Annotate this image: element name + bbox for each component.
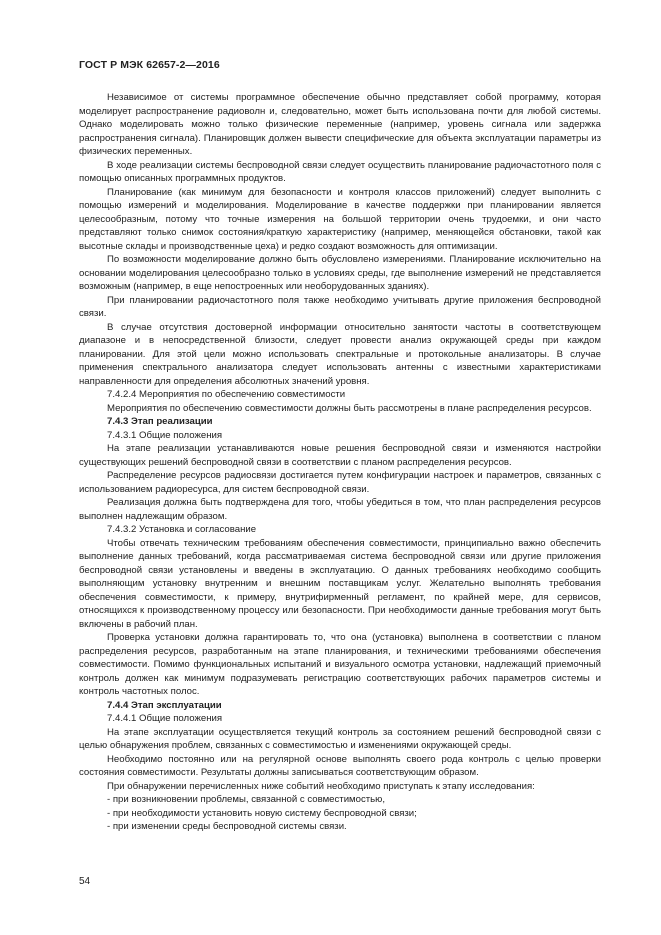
- section-heading: 7.4.3.1 Общие положения: [107, 429, 223, 441]
- paragraph: Реализация должна быть подтверждена для того, чтобы убедиться в том, что план распределения ресурсов выполнен надлежащим образом.: [79, 497, 601, 522]
- list-item: - при необходимости установить новую систему беспроводной связи;: [107, 807, 417, 819]
- paragraph: Проверка установки должна гарантировать то, что она (установка) выполнена в соответствии с планом распределения ресурсов, разработанным на этапе планирования, и техническими требованиями обеспечения совместимости. Помимо функциональных испытаний и визуального осмотра установки, надлежащий приемочный контроль должен как минимум подразумевать регистрацию соответствующих рабочих параметров системы и контроль частотных полос.: [79, 632, 601, 697]
- paragraph: Необходимо постоянно или на регулярной основе выполнять своего рода контроль с целью проверки состояния совместимости. Результаты должны записываться соответствующим образом.: [79, 753, 601, 778]
- paragraph: По возможности моделирование должно быть обусловлено измерениями. Планирование исключительно на основании моделирования целесообразно только в условиях среды, где выполнение измерений не представляется возможным (например, в еще непостроенных или необорудованных зданиях).: [79, 254, 601, 292]
- paragraph: Мероприятия по обеспечению совместимости должны быть рассмотрены в плане распределения ресурсов.: [107, 402, 592, 414]
- paragraph: На этапе эксплуатации осуществляется текущий контроль за состоянием решений беспроводной связи с целью обнаружения проблем, связанных с совместимостью и изменениями окружающей среды.: [79, 726, 601, 751]
- section-heading: 7.4.2.4 Мероприятия по обеспечению совместимости: [107, 389, 346, 400]
- paragraph: Чтобы отвечать техническим требованиям обеспечения совместимости, принципиально важно обеспечить выполнение данных требований, когда рассматриваемая система беспроводной связи или другие приложения беспроводной связи установлены и введены в эксплуатацию. О данных требованиях необходимо сообщить выполняющим установку внутренним и внешним поставщикам услуг. Желательно выполнять требования обеспечения совместимости, к примеру, внутрифирменный регламент, по крайней мере, для сервисов, относящихся к производственному процессу или безопасности. При необходимости данные требования могут быть включены в рабочий план.: [79, 537, 601, 630]
- paragraph: Распределение ресурсов радиосвязи достигается путем конфигурации настроек и параметров, связанных с использованием радиоресурса, для систем беспроводной связи.: [79, 470, 601, 495]
- paragraph: Независимое от системы программное обеспечение обычно представляет собой программу, которая моделирует распространение радиоволн и, следовательно, может быть использована почти для любой системы. Однако моделировать можно только физические переменные (например, уровень сигнала или задержка распространения сигнала). Планировщик должен вывести специфические для объекта эксплуатации параметры из физических переменных.: [79, 92, 601, 157]
- paragraph: При обнаружении перечисленных ниже событий необходимо приступать к этапу исследования:: [107, 780, 535, 792]
- section-heading: 7.4.3.2 Установка и согласование: [107, 524, 257, 535]
- paragraph: В случае отсутствия достоверной информации относительно занятости частоты в соответствующем диапазоне и в непосредственной близости, следует провести анализ окружающей среды при каждом планировании. Для этой цели можно использовать спектральные и протокольные анализаторы. В случае применения спектрального анализатора следует использовать антенны с известными характеристиками направленности для определения абсолютных значений уровня.: [79, 321, 601, 387]
- list-item: - при возникновении проблемы, связанной с совместимостью,: [107, 794, 386, 805]
- section-heading: 7.4.4.1 Общие положения: [107, 713, 223, 724]
- document-body: [79, 91, 601, 834]
- standard-header: ГОСТ Р МЭК 62657-2—2016: [79, 59, 220, 71]
- list-item: - при изменении среды беспроводной системы связи.: [107, 821, 347, 832]
- paragraph: На этапе реализации устанавливаются новые решения беспроводной связи и изменяются настройки существующих решений беспроводной связи в соответствии с планом распределения ресурсов.: [79, 443, 601, 468]
- page-number: 54: [79, 876, 91, 887]
- paragraph: В ходе реализации системы беспроводной связи следует осуществить планирование радиочастотного поля с помощью описанных программных продуктов.: [79, 159, 601, 184]
- section-heading: 7.4.4 Этап эксплуатации: [107, 699, 222, 711]
- paragraph: При планировании радиочастотного поля также необходимо учитывать другие приложения беспроводной связи.: [79, 294, 601, 319]
- paragraph: Планирование (как минимум для безопасности и контроля классов приложений) следует выполнить с помощью измерений и моделирования. Моделирование в качестве поддержки при планировании является целесообразным, потому что точные измерения на большой территории очень трудоемки, и они часто представляют только снимок состояния/краткую характеристику (например, меняющейся обстановки, такой как высотные склады и производственные цеха) и редко создают возможность для оптимизации.: [79, 186, 601, 252]
- section-heading: 7.4.3 Этап реализации: [107, 416, 213, 427]
